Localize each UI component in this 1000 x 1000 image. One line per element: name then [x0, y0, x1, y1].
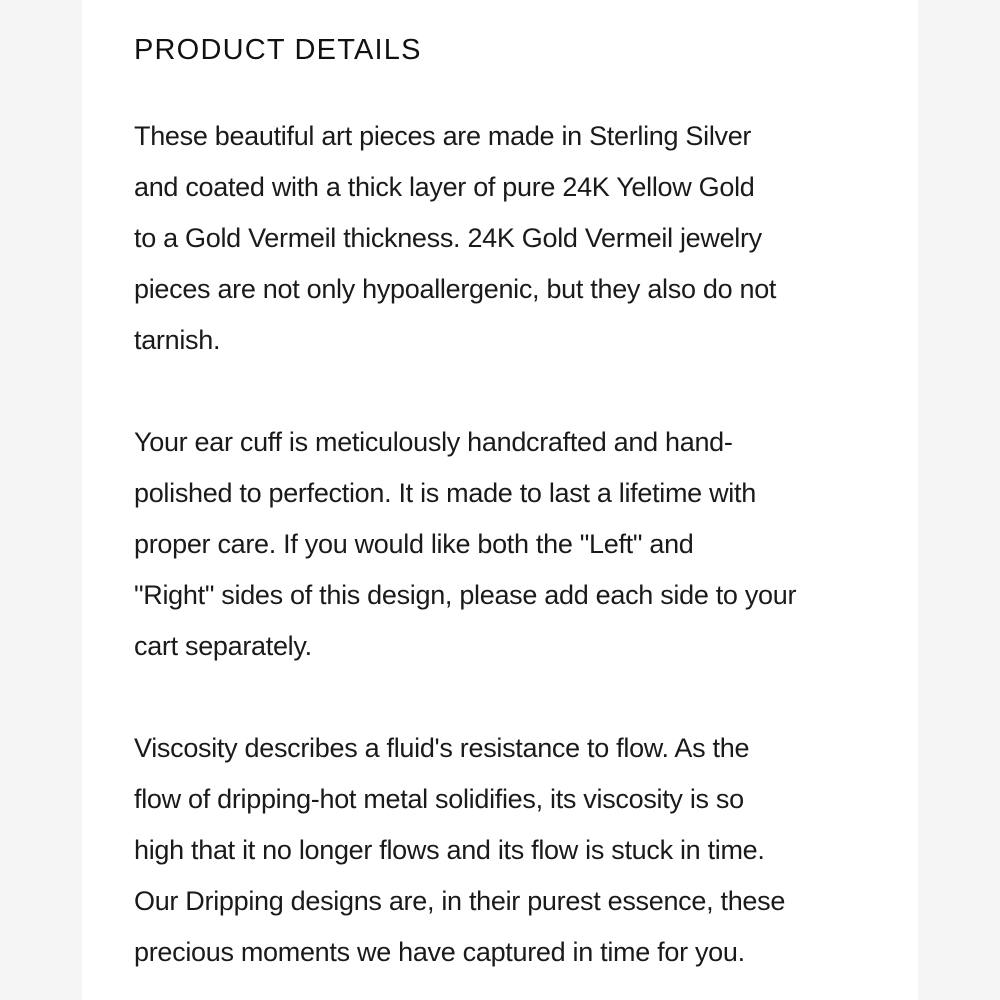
paragraph-viscosity: [134, 723, 785, 978]
text-line: "Right" sides of this design, please add each side to your: [134, 580, 797, 610]
paragraph-materials: [134, 111, 776, 366]
paragraph-craftsmanship: [134, 417, 796, 672]
text-line: These beautiful art pieces are made in Sterling Silver: [134, 121, 752, 151]
text-line: Our Dripping designs are, in their purest essence, these: [134, 886, 786, 916]
text-line: Viscosity describes a fluid's resistance to flow. As the: [134, 733, 750, 763]
text-line: high that it no longer flows and its flow is stuck in time.: [134, 835, 765, 865]
text-line: proper care. If you would like both the "Left" and: [134, 529, 694, 559]
text-line: pieces are not only hypoallergenic, but they also do not: [134, 274, 777, 304]
text-line: polished to perfection. It is made to last a lifetime with: [134, 478, 756, 508]
text-line: to a Gold Vermeil thickness. 24K Gold Vermeil jewelry: [134, 223, 762, 253]
text-line: cart separately.: [134, 631, 312, 661]
text-line: Your ear cuff is meticulously handcrafted and hand-: [134, 427, 733, 457]
text-line: precious moments we have captured in time for you.: [134, 937, 745, 967]
text-line: and coated with a thick layer of pure 24K Yellow Gold: [134, 172, 755, 202]
section-heading: PRODUCT DETAILS: [134, 34, 422, 66]
text-line: tarnish.: [134, 325, 221, 355]
text-line: flow of dripping-hot metal solidifies, its viscosity is so: [134, 784, 744, 814]
